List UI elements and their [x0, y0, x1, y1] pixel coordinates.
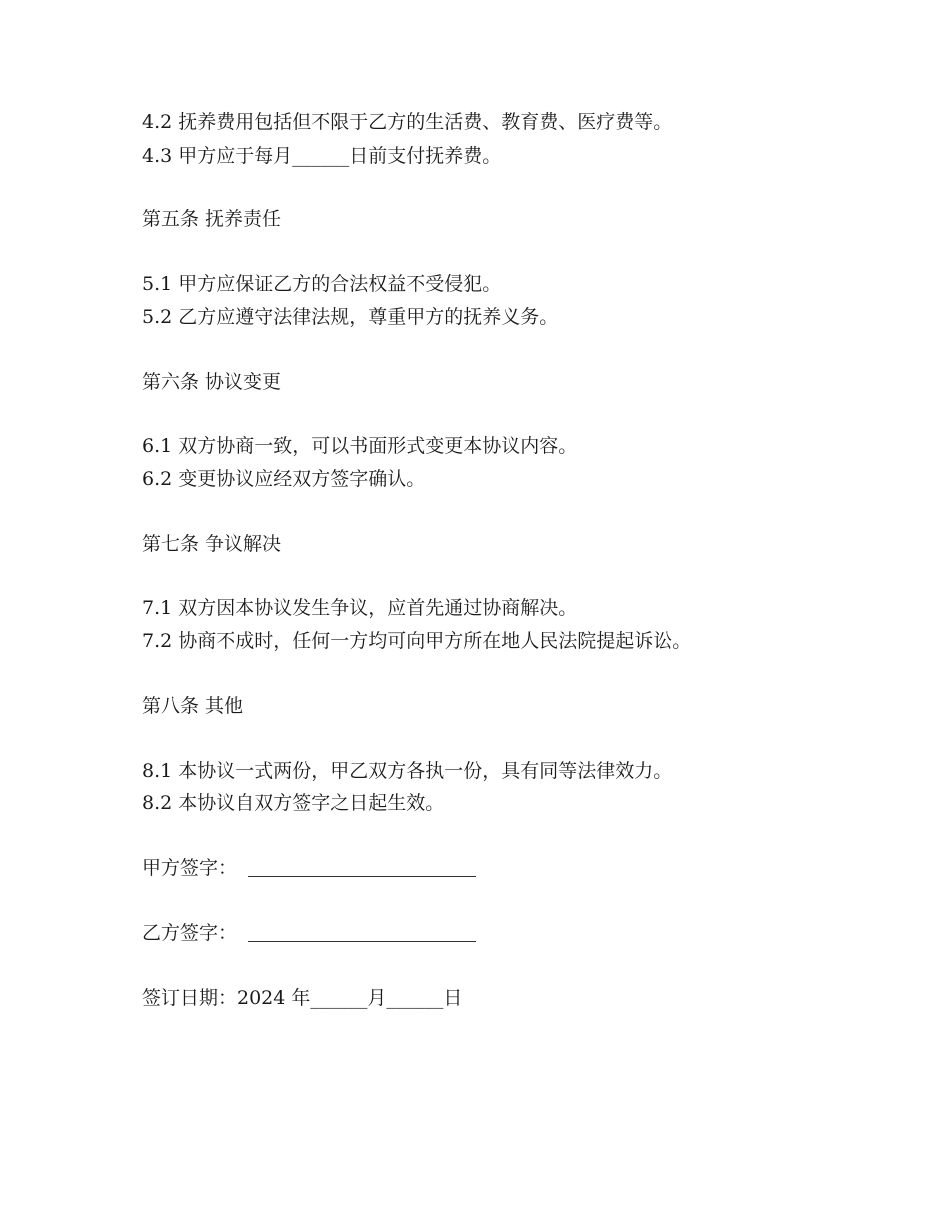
clause-5-1: 5.1 甲方应保证乙方的合法权益不受侵犯。 [142, 273, 502, 295]
party-b-signature-label: 乙方签字： [142, 922, 238, 944]
party-a-signature-label: 甲方签字： [142, 857, 238, 879]
article-7-heading: 第七条 争议解决 [142, 533, 282, 555]
clause-6-2: 6.2 变更协议应经双方签字确认。 [142, 468, 426, 490]
clause-5-2: 5.2 乙方应遵守法律法规，尊重甲方的抚养义务。 [142, 306, 559, 328]
clause-8-1: 8.1 本协议一式两份，甲乙双方各执一份，具有同等法律效力。 [142, 760, 673, 782]
clause-4-3: 4.3 甲方应于每月______日前支付抚养费。 [142, 145, 502, 167]
clause-7-1: 7.1 双方因本协议发生争议，应首先通过协商解决。 [142, 597, 578, 619]
article-6-heading: 第六条 协议变更 [142, 371, 282, 393]
article-5-heading: 第五条 抚养责任 [142, 208, 282, 230]
clause-8-2: 8.2 本协议自双方签字之日起生效。 [142, 792, 445, 814]
signing-date: 签订日期：2024 年______月______日 [142, 987, 463, 1009]
party-a-signature-line [248, 876, 476, 877]
clause-7-2: 7.2 协商不成时，任何一方均可向甲方所在地人民法院提起诉讼。 [142, 630, 692, 652]
clause-6-1: 6.1 双方协商一致，可以书面形式变更本协议内容。 [142, 435, 578, 457]
clause-4-2: 4.2 抚养费用包括但不限于乙方的生活费、教育费、医疗费等。 [142, 111, 673, 133]
party-b-signature-line [248, 941, 476, 942]
article-8-heading: 第八条 其他 [142, 695, 244, 717]
